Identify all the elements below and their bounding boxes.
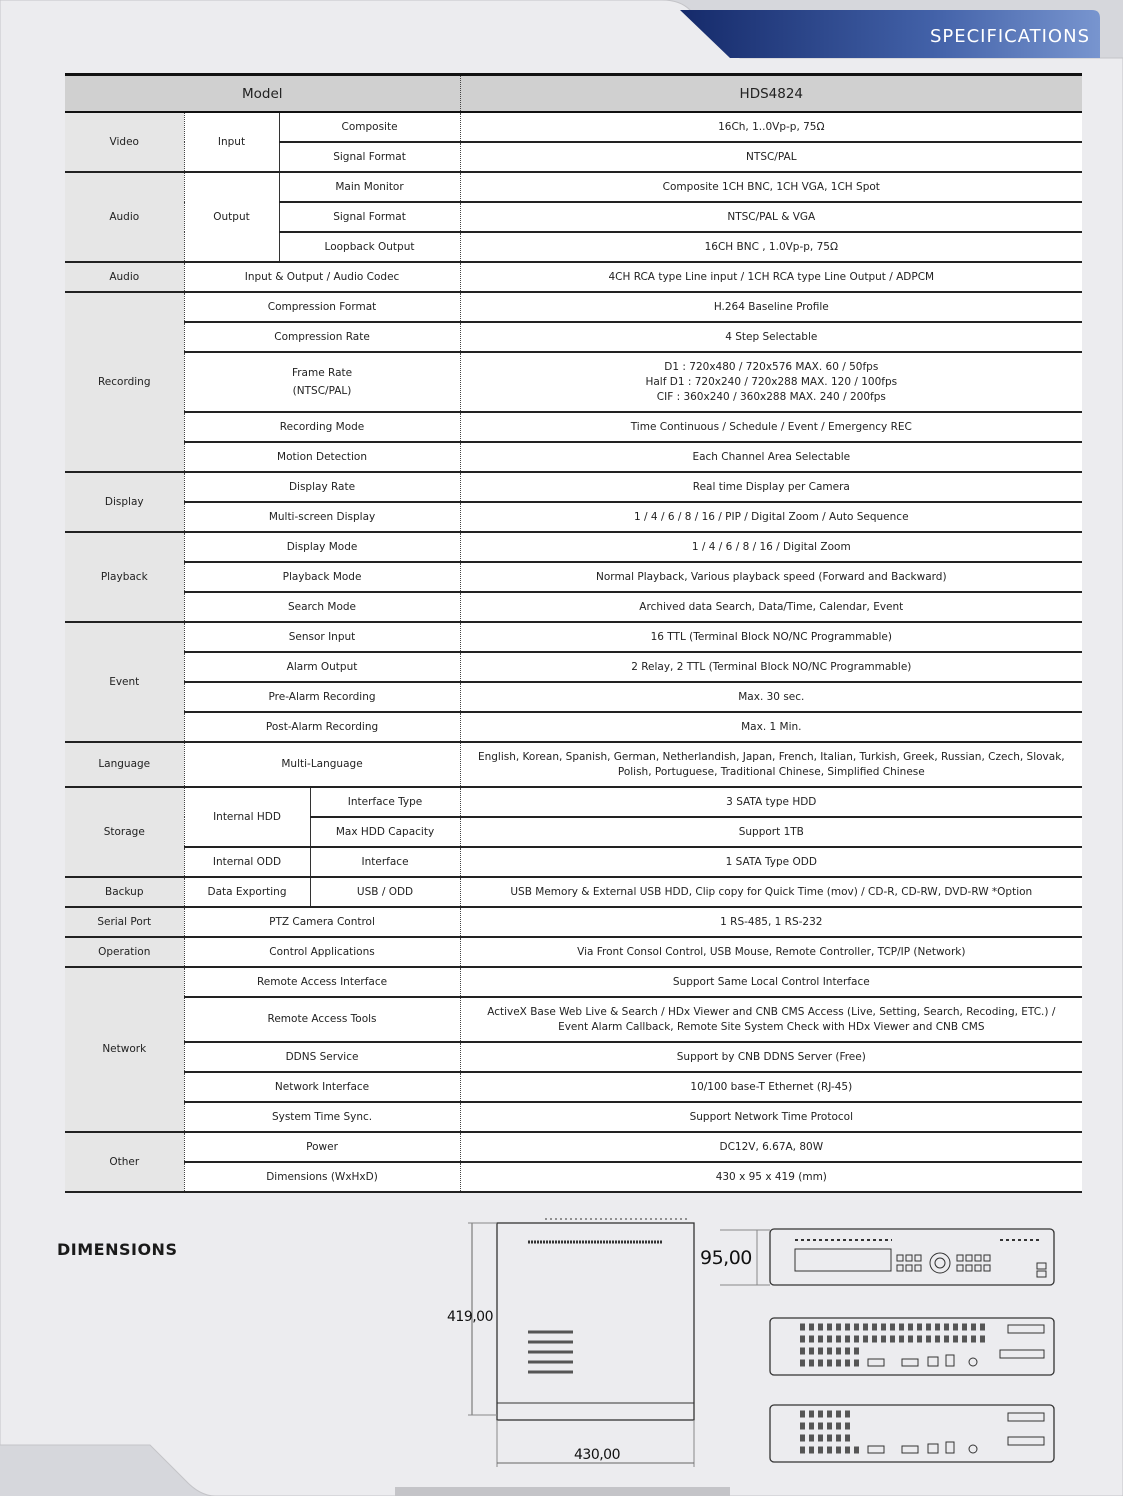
category-cell: Playback	[65, 532, 184, 622]
spec-label: Compression Rate	[184, 322, 460, 352]
category-cell: Network	[65, 967, 184, 1132]
spec-value: 3 SATA type HDD	[460, 787, 1082, 817]
table-row	[65, 502, 1082, 532]
spec-value-line: Event Alarm Callback, Remote Site System Check with HDx Viewer and CNB CMS	[558, 1020, 985, 1033]
table-row	[65, 967, 1082, 997]
spec-label: Composite	[279, 112, 460, 142]
spec-label: Search Mode	[184, 592, 460, 622]
category-cell: Recording	[65, 292, 184, 472]
spec-label: Recording Mode	[184, 412, 460, 442]
spec-value: H.264 Baseline Profile	[460, 292, 1082, 322]
group-cell: Input	[184, 112, 279, 172]
spec-value: Support Same Local Control Interface	[460, 967, 1082, 997]
table-row	[65, 112, 1082, 142]
table-row	[65, 1072, 1082, 1102]
table-row	[65, 652, 1082, 682]
table-row	[65, 262, 1082, 292]
spec-value: Each Channel Area Selectable	[460, 442, 1082, 472]
spec-value: 2 Relay, 2 TTL (Terminal Block NO/NC Programmable)	[460, 652, 1082, 682]
spec-value: NTSC/PAL & VGA	[460, 202, 1082, 232]
table-row	[65, 592, 1082, 622]
table-row	[65, 712, 1082, 742]
table-row	[65, 1042, 1082, 1072]
spec-label-line: Frame Rate	[291, 366, 353, 379]
spec-label: Power	[184, 1132, 460, 1162]
spec-label: Motion Detection	[184, 442, 460, 472]
spec-value: 1 RS-485, 1 RS-232	[460, 907, 1082, 937]
model-value: HDS4824	[460, 75, 1082, 113]
spec-value: 4CH RCA type Line input / 1CH RCA type Line Output / ADPCM	[460, 262, 1082, 292]
group-cell: Internal ODD	[184, 847, 310, 877]
table-row	[65, 1162, 1082, 1192]
category-cell: Serial Port	[65, 907, 184, 937]
spec-label: Pre-Alarm Recording	[184, 682, 460, 712]
spec-label: Main Monitor	[279, 172, 460, 202]
spec-label: Input & Output / Audio Codec	[184, 262, 460, 292]
table-row	[65, 472, 1082, 502]
table-row	[65, 1102, 1082, 1132]
table-row	[65, 622, 1082, 652]
spec-value-line: Half D1 : 720x240 / 720x288 MAX. 120 / 100fps	[645, 375, 898, 388]
spec-value	[460, 352, 1082, 412]
category-cell: Other	[65, 1132, 184, 1192]
spec-label: Multi-Language	[184, 742, 460, 787]
spec-label: Dimensions (WxHxD)	[184, 1162, 460, 1192]
table-row	[65, 532, 1082, 562]
category-cell: Operation	[65, 937, 184, 967]
table-row	[65, 937, 1082, 967]
spec-label: DDNS Service	[184, 1042, 460, 1072]
spec-label: Sensor Input	[184, 622, 460, 652]
category-cell: Display	[65, 472, 184, 532]
spec-value-line: English, Korean, Spanish, German, Netherlandish, Japan, French, Italian, Turkish, Greek, Russian, Czech, Slovak,	[477, 750, 1065, 763]
top-view-outline	[497, 1223, 694, 1420]
table-row	[65, 322, 1082, 352]
spec-value: 1 / 4 / 6 / 8 / 16 / Digital Zoom	[460, 532, 1082, 562]
width-dimension: 430,00	[574, 1447, 620, 1463]
spec-value: 1 / 4 / 6 / 8 / 16 / PIP / Digital Zoom / Auto Sequence	[460, 502, 1082, 532]
spec-label: Remote Access Tools	[184, 997, 460, 1042]
category-cell: Video	[65, 112, 184, 172]
spec-label: Interface	[310, 847, 460, 877]
spec-value: Support Network Time Protocol	[460, 1102, 1082, 1132]
spec-value: Time Continuous / Schedule / Event / Emergency REC	[460, 412, 1082, 442]
spec-value: Support by CNB DDNS Server (Free)	[460, 1042, 1082, 1072]
table-row	[65, 412, 1082, 442]
bottom-bar	[395, 1487, 730, 1496]
spec-label-line: (NTSC/PAL)	[292, 384, 352, 397]
spec-value: USB Memory & External USB HDD, Clip copy for Quick Time (mov) / CD-R, CD-RW, DVD-RW *Option	[460, 877, 1082, 907]
spec-value-line: ActiveX Base Web Live & Search / HDx Viewer and CNB CMS Access (Live, Setting, Search, Recoding, ETC.) /	[487, 1005, 1056, 1018]
spec-label: Multi-screen Display	[184, 502, 460, 532]
category-cell: Audio	[65, 172, 184, 262]
dimensions-title: DIMENSIONS	[57, 1240, 178, 1259]
spec-label: Compression Format	[184, 292, 460, 322]
spec-value: Support 1TB	[460, 817, 1082, 847]
spec-value: DC12V, 6.67A, 80W	[460, 1132, 1082, 1162]
height-dimension: 95,00	[700, 1247, 752, 1269]
spec-label: Network Interface	[184, 1072, 460, 1102]
spec-label: Alarm Output	[184, 652, 460, 682]
spec-label: Display Mode	[184, 532, 460, 562]
table-row	[65, 847, 1082, 877]
spec-value: 10/100 base-T Ethernet (RJ-45)	[460, 1072, 1082, 1102]
spec-value: Real time Display per Camera	[460, 472, 1082, 502]
spec-value: Max. 30 sec.	[460, 682, 1082, 712]
group-cell: Data Exporting	[184, 877, 310, 907]
depth-dimension: 419,00	[447, 1309, 493, 1325]
category-cell: Event	[65, 622, 184, 742]
table-row	[65, 562, 1082, 592]
spec-value: NTSC/PAL	[460, 142, 1082, 172]
spec-value: 1 SATA Type ODD	[460, 847, 1082, 877]
spec-value	[460, 997, 1082, 1042]
spec-value-line: Polish, Portuguese, Traditional Chinese, Simplified Chinese	[617, 765, 925, 778]
table-row	[65, 442, 1082, 472]
spec-value: Composite 1CH BNC, 1CH VGA, 1CH Spot	[460, 172, 1082, 202]
model-header: Model	[65, 75, 460, 113]
spec-label: Post-Alarm Recording	[184, 712, 460, 742]
spec-value: Normal Playback, Various playback speed (Forward and Backward)	[460, 562, 1082, 592]
spec-label: Remote Access Interface	[184, 967, 460, 997]
category-cell: Storage	[65, 787, 184, 877]
spec-label	[184, 352, 460, 412]
spec-value	[460, 742, 1082, 787]
category-cell: Backup	[65, 877, 184, 907]
spec-value-line: D1 : 720x480 / 720x576 MAX. 60 / 50fps	[664, 360, 879, 373]
spec-label: System Time Sync.	[184, 1102, 460, 1132]
spec-label: Signal Format	[279, 202, 460, 232]
group-cell: Output	[184, 172, 279, 262]
spec-value-line: CIF : 360x240 / 360x288 MAX. 240 / 200fps	[656, 390, 886, 403]
table-row	[65, 907, 1082, 937]
table-row	[65, 787, 1082, 817]
category-cell: Language	[65, 742, 184, 787]
table-row	[65, 1132, 1082, 1162]
spec-label: Playback Mode	[184, 562, 460, 592]
spec-table	[65, 73, 1082, 1193]
spec-value: Archived data Search, Data/Time, Calendar, Event	[460, 592, 1082, 622]
spec-label: Signal Format	[279, 142, 460, 172]
spec-value: 430 x 95 x 419 (mm)	[460, 1162, 1082, 1192]
table-row	[65, 172, 1082, 202]
table-header-row	[65, 75, 1082, 113]
spec-label: Max HDD Capacity	[310, 817, 460, 847]
dimensions-drawing	[440, 1215, 1065, 1475]
table-row	[65, 997, 1082, 1042]
spec-value: 16CH BNC , 1.0Vp-p, 75Ω	[460, 232, 1082, 262]
table-row	[65, 352, 1082, 412]
spec-label: Loopback Output	[279, 232, 460, 262]
table-row	[65, 877, 1082, 907]
group-cell: Internal HDD	[184, 787, 310, 847]
spec-value: 4 Step Selectable	[460, 322, 1082, 352]
spec-label: USB / ODD	[310, 877, 460, 907]
spec-label: Display Rate	[184, 472, 460, 502]
spec-label: Interface Type	[310, 787, 460, 817]
category-cell: Audio	[65, 262, 184, 292]
spec-value: 16 TTL (Terminal Block NO/NC Programmable)	[460, 622, 1082, 652]
page-title: SPECIFICATIONS	[929, 26, 1090, 47]
spec-value: 16Ch, 1..0Vp-p, 75Ω	[460, 112, 1082, 142]
spec-value: Via Front Consol Control, USB Mouse, Remote Controller, TCP/IP (Network)	[460, 937, 1082, 967]
table-row	[65, 682, 1082, 712]
table-row	[65, 742, 1082, 787]
table-row	[65, 292, 1082, 322]
spec-value: Max. 1 Min.	[460, 712, 1082, 742]
spec-label: Control Applications	[184, 937, 460, 967]
spec-label: PTZ Camera Control	[184, 907, 460, 937]
